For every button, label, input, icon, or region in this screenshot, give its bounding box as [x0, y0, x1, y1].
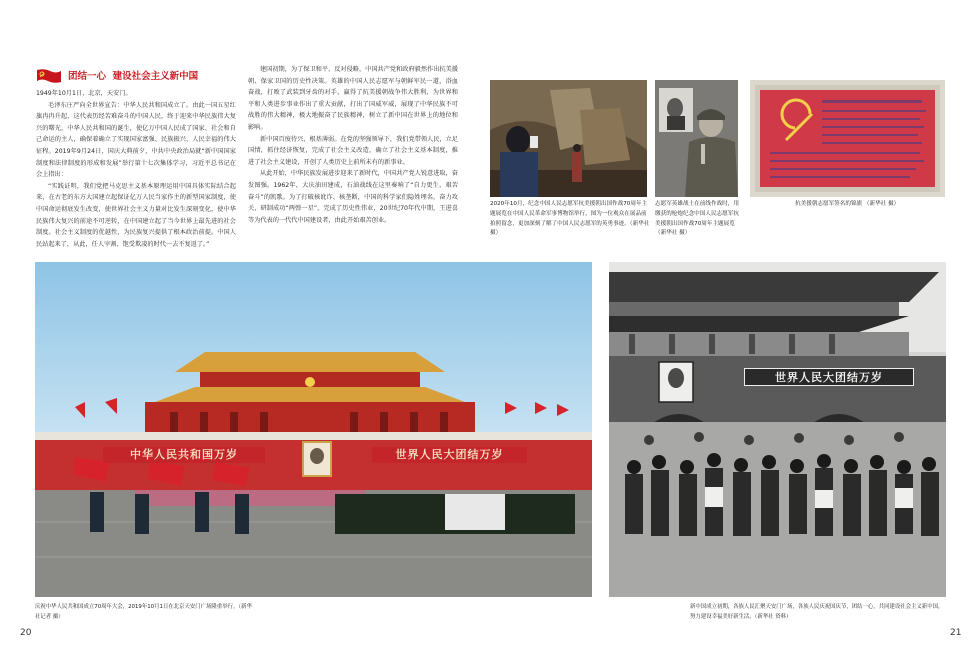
museum-photo-caption: 2020年10月，纪念中国人民志愿军抗美援朝出国作战70周年主题展览在中国人民革命军事博物馆举行，图为一位观众在展品前拍照留念，更加深刻了解了中国人民志愿军的英勇事迹。（新华社 摄） [490, 201, 650, 237]
article-column-2 [248, 64, 458, 242]
soldier-photo [655, 80, 738, 197]
banner-photo-caption: 抗美援朝志愿军签名的锦旗 （新华社 摄） [795, 201, 900, 207]
party-flag-icon [36, 68, 62, 82]
paragraph: 从此开始，中华民族发展进步迎来了新时代，中国共产党人锐意进取，奋发图强。1962年，大庆油田建成，石油战线在这里奏响了“自力更生、艰苦奋斗”的凯歌。为了打破核讹诈、核垄断，中国的科学家们隐姓埋名，奋力攻关，研制成功“两弹一星”，完成了历史性伟业，20世纪70年代中期，王进喜等为代表的一代代中国建设者，由此开始艰苦创业。 [248, 170, 458, 224]
paragraph: “实践证明，我们党把马克思主义基本原理运用中国具体实际结合起来，在古老的东方大国建立起保证亿万人民当家作主的新型国家制度，使中国命运彻底发生改变，使世界社会主义力量对比发生深刻变化，使中华民族伟大复兴的前途不可逆转，在中国建立起了当今世界上最先进的社会制度。社会主义制度的优越性，为民族复兴提供了根本政治前提。中国人民站起来了，从此，任人宰割、饱受欺凌的时代一去不复返了。” [36, 182, 236, 248]
paragraph: 新中国百废待兴，根基薄弱。在党的坚强领导下，我们党带领人民，立足国情，抓住经济恢复，完成了社会主义改造，确立了社会主义基本制度，推进了社会主义建设，开创了人类历史上前所未有的新事业。 [248, 135, 458, 166]
soldier-photo-caption: 志愿军英雄战士在前线作战时，用缴获的枪炮纪念中国人民志愿军抗美援朝出国作战70周年主题展览 （新华社 摄） [655, 201, 739, 237]
article-column-1 [36, 88, 236, 248]
museum-photo [490, 80, 647, 197]
section-title: 团结一心 建设社会主义新中国 [68, 71, 199, 82]
paragraph: 建国初期，为了保卫和平、反对侵略，中国共产党和政府毅然作出抗美援朝、保家卫国的历史性决策。英雄的中国人民志愿军与朝鲜军民一道，浴血奋战，打败了武装到牙齿的对手，赢得了抗美援朝战争伟大胜利，为世界和平和人类进步事业作出了重大贡献，打出了国威军威，展现了中华民族不可战胜的伟大精神，极大地振奋了民族精神，树立了新中国在世界上的地位和影响。 [248, 66, 458, 131]
parade-sign-left: 中华人民共和国万岁 [103, 447, 265, 463]
paragraph: 毛泽东庄严向全世界宣告：中华人民共和国成立了。由此一国五星红旗冉冉升起，这代表历经苦难奋斗的中国人民，终于迎来中华民族伟大复兴的曙光，中华人民共和国的诞生，使亿万中国人民成了国家、社会和自己命运的主人，确保着确立了实现国家富强、民族振兴、人民幸福的伟大征程。2019年9月24日，国庆大典前夕，中共中央政治局就“新中国国家制度和法律制度的形成和发展”举行第十七次集体学习，习近平总书记在会上指出： [36, 101, 236, 179]
historical-photo-caption: 新中国成立初期，各族人民汇聚天安门广场，各族人民庆祝国庆节，团结一心，共同建设社会主义新中国，努力建设幸福美好新生活。（新华社 资料） [690, 604, 944, 620]
paragraph: 1949年10月1日，北京，天安门。 [36, 90, 132, 97]
parade-photo-caption: 庆祝中华人民共和国成立70周年大会，2019年10月1日在北京天安门广场隆重举行。（新华社记者 摄） [35, 604, 252, 620]
historical-photo [609, 262, 946, 597]
historical-sign: 世界人民大团结万岁 [744, 368, 914, 386]
page-number-right: 21 [950, 628, 962, 638]
section-heading [36, 66, 198, 84]
parade-sign-right: 世界人民大团结万岁 [372, 447, 527, 463]
page-number-left: 20 [20, 628, 32, 638]
banner-photo [750, 80, 945, 197]
parade-photo [35, 262, 592, 597]
